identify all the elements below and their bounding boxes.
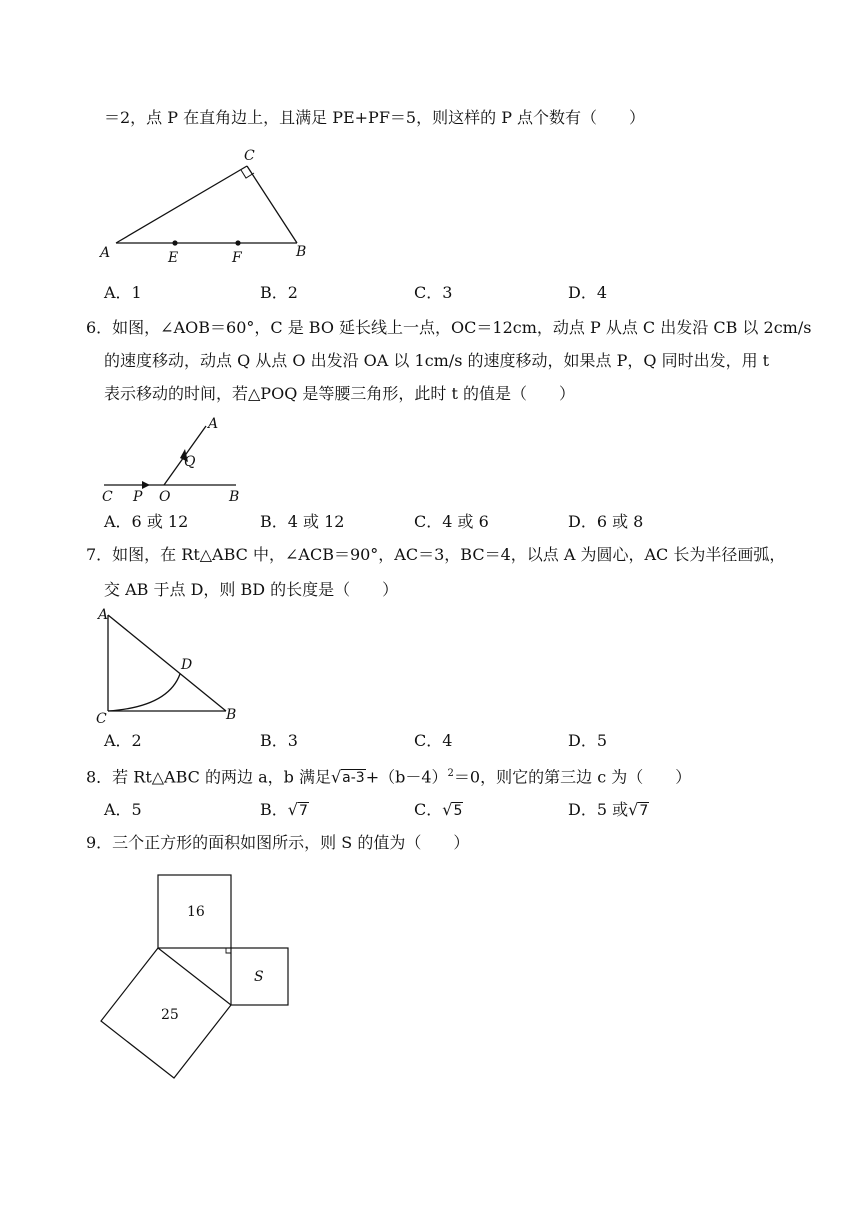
q7-option-c[interactable]: C．4: [414, 731, 453, 750]
q5-label-a: A: [100, 245, 111, 261]
q5-triangle: [116, 166, 297, 243]
q8-option-b[interactable]: [260, 800, 309, 820]
q7-stem-line2: 交 AB 于点 D，则 BD 的长度是（ ）: [104, 580, 399, 599]
q6-figure: [96, 410, 256, 509]
q8-radicand: a-3: [342, 770, 365, 787]
q9-label-16: 16: [187, 904, 205, 920]
q9-label-s: S: [254, 969, 264, 985]
q8-options: [104, 800, 804, 820]
q6-label-p: P: [133, 489, 143, 505]
q6-label-o: O: [159, 489, 171, 505]
q6-option-b[interactable]: B．4 或 12: [260, 512, 345, 531]
q5-label-f: F: [232, 250, 242, 266]
q7-figure: [92, 603, 252, 729]
q7-label-d: D: [181, 657, 193, 673]
q8-option-b-sqrt-icon: √: [287, 800, 298, 819]
q8-option-d-label: D．5 或: [568, 800, 629, 819]
q8-option-a[interactable]: A．5: [104, 800, 142, 819]
q5-option-b[interactable]: B．2: [260, 283, 298, 302]
q6-option-d[interactable]: D．6 或 8: [568, 512, 644, 531]
q9-stem: 9．三个正方形的面积如图所示，则 S 的值为（ ）: [86, 833, 470, 852]
q7-label-b: B: [226, 707, 237, 723]
q5-label-b: B: [296, 244, 307, 260]
q6-label-c: C: [102, 489, 113, 505]
q7-label-c: C: [96, 711, 107, 725]
q7-arc: [108, 674, 180, 711]
q5-point-f: [235, 240, 240, 245]
q5-label-e: E: [168, 250, 179, 266]
q8-option-d-sqrt-icon: √: [628, 800, 639, 819]
q5-figure: [96, 140, 326, 274]
q5-label-c: C: [244, 148, 255, 164]
q8-middle: +（b－4）: [365, 767, 448, 787]
q5-option-c[interactable]: C．3: [414, 283, 453, 302]
q6-option-c[interactable]: C．4 或 6: [414, 512, 489, 531]
q6-arrow-p: [142, 481, 150, 489]
q5-options: [104, 283, 804, 303]
q8-option-c-label: C．: [414, 800, 443, 819]
q7-options: [104, 731, 804, 751]
q8-option-b-label: B．: [260, 800, 288, 819]
q7-option-b[interactable]: B．3: [260, 731, 298, 750]
q8-option-d-radicand: 7: [639, 803, 649, 819]
q7-stem-line1: 7．如图，在 Rt△ABC 中，∠ACB＝90°，AC＝3，BC＝4，以点 A 为圆心，AC 长为半径画弧，: [86, 545, 786, 564]
q8-stem: [86, 764, 691, 787]
q7-label-a: A: [98, 607, 109, 623]
q6-options: [104, 512, 804, 532]
q6-stem-line2: 的速度移动，动点 Q 从点 O 出发沿 OA 以 1cm/s 的速度移动，如果点 P，Q 同时出发，用 t: [104, 351, 770, 370]
q8-option-c-radicand: 5: [453, 803, 463, 819]
q9-right-angle-mark: [226, 948, 231, 953]
q8-option-c[interactable]: [414, 800, 463, 820]
q6-stem-line3: 表示移动的时间，若△POQ 是等腰三角形，此时 t 的值是（ ）: [104, 384, 575, 403]
q9-figure: [96, 868, 306, 1087]
q9-label-25: 25: [161, 1007, 179, 1023]
q8-option-d[interactable]: [568, 800, 649, 820]
q5-option-a[interactable]: A．1: [104, 283, 142, 302]
q7-option-a[interactable]: A．2: [104, 731, 142, 750]
q6-option-a[interactable]: A．6 或 12: [104, 512, 189, 531]
q8-suffix: ＝0，则它的第三边 c 为（ ）: [453, 767, 692, 787]
q6-label-b: B: [229, 489, 240, 505]
q5-stem: ＝2，点 P 在直角边上，且满足 PE+PF＝5，则这样的 P 点个数有（ ）: [104, 108, 646, 127]
q8-option-c-sqrt-icon: √: [442, 800, 453, 819]
q7-side-ab: [108, 615, 226, 711]
q5-option-d[interactable]: D．4: [568, 283, 608, 302]
q8-sqrt-icon: √: [330, 767, 342, 787]
q5-point-e: [172, 240, 177, 245]
q8-exponent: 2: [447, 768, 454, 779]
q7-option-d[interactable]: D．5: [568, 731, 608, 750]
q6-label-q: Q: [184, 454, 196, 470]
q6-stem-line1: 6．如图，∠AOB＝60°，C 是 BO 延长线上一点，OC＝12cm，动点 P 从点 C 出发沿 CB 以 2cm/s: [86, 318, 812, 337]
q8-prefix: 8．若 Rt△ABC 的两边 a，b 满足: [86, 767, 331, 787]
q6-label-a: A: [208, 416, 219, 432]
q8-option-b-radicand: 7: [298, 803, 308, 819]
